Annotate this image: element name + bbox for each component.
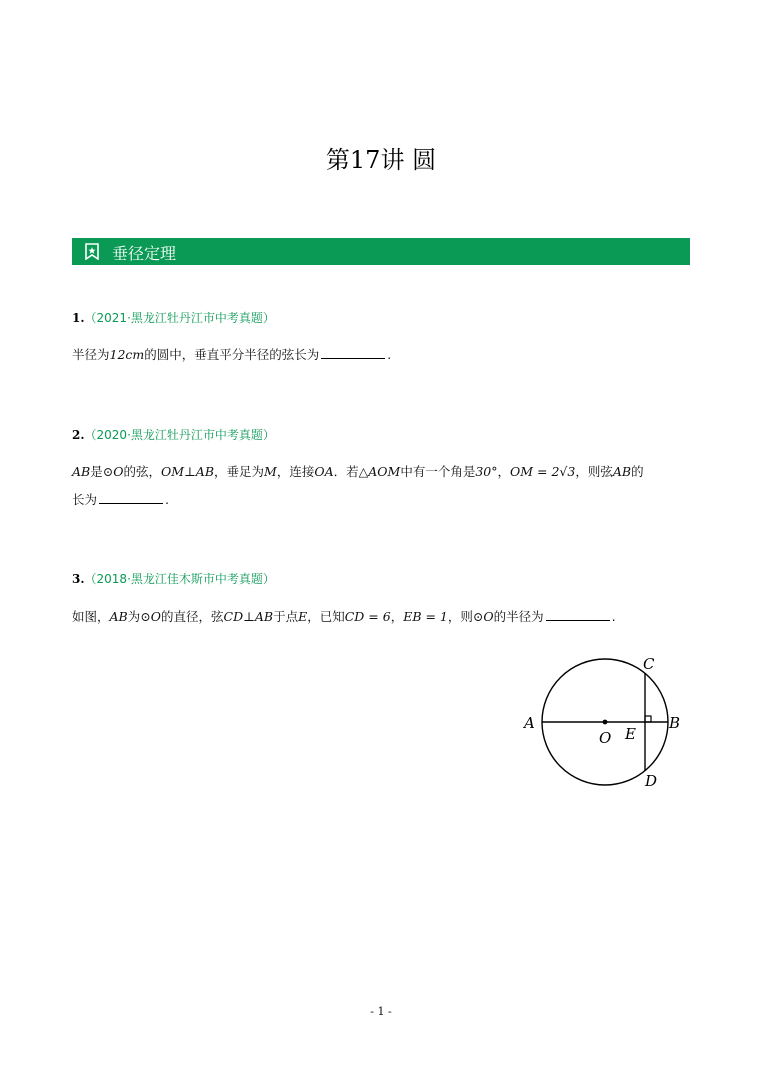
math-part: AB [109, 609, 128, 624]
text-part: 如图， [72, 609, 110, 624]
question-number: 3. [72, 572, 85, 586]
text-part: 的半径为 [493, 609, 544, 624]
math-part: CD = 6 [344, 609, 391, 624]
question-source: （2018·黑龙江佳木斯市中考真题） [84, 572, 275, 586]
text-part: 于点 [273, 609, 299, 624]
text-part: 为 [127, 609, 141, 624]
text-part: ， [390, 609, 404, 624]
section-title: 垂径定理 [112, 244, 177, 263]
math-part: M [264, 464, 277, 479]
page-title: 第17讲 圆 [325, 146, 437, 174]
question-2-header [72, 426, 275, 443]
math-part: 12cm [109, 347, 145, 362]
question-source: （2021·黑龙江牡丹江市中考真题） [84, 311, 275, 325]
label-d: D [645, 772, 658, 790]
math-part: 30° [475, 464, 498, 479]
page-number: - 1 - [370, 1005, 392, 1018]
text-part: ，垂足为 [214, 464, 265, 479]
question-number: 2. [72, 428, 85, 442]
answer-blank[interactable] [321, 346, 385, 359]
label-e: E [625, 725, 636, 743]
question-2-text [72, 458, 692, 514]
text-part: 的弦， [123, 464, 161, 479]
math-part: EB = 1 [403, 609, 448, 624]
text-part: 的 [631, 464, 644, 479]
label-c: C [643, 655, 655, 673]
text-part: ，则 [447, 609, 473, 624]
text-part: ，已知 [307, 609, 345, 624]
question-1-text [72, 341, 692, 369]
text-part: ．若 [333, 464, 359, 479]
question-1-header [72, 309, 275, 326]
text-part: 的圆中，垂直平分半径的弦长为 [144, 347, 320, 362]
math-part: OM⊥AB [160, 464, 214, 479]
label-a: A [524, 714, 535, 732]
text-part: 的直径，弦 [160, 609, 224, 624]
math-part: OA [314, 464, 334, 479]
circle-figure [515, 650, 695, 795]
text-part: 长为 [72, 492, 98, 507]
math-part: ⊙O [102, 464, 124, 479]
text-part: ，则弦 [575, 464, 613, 479]
math-part: ⊙O [140, 609, 161, 624]
center-point [603, 720, 608, 725]
label-o: O [599, 729, 612, 747]
question-3-text [72, 603, 692, 631]
math-part: AB [612, 464, 632, 479]
math-part: CD⊥AB [223, 609, 274, 624]
question-number: 1. [72, 311, 85, 325]
math-part: OM = 2√3 [510, 464, 576, 479]
text-part: . [611, 609, 616, 624]
text-part: . [387, 347, 392, 362]
bookmark-star-icon [84, 243, 100, 260]
right-angle-mark [645, 716, 651, 722]
math-part: AB [72, 464, 91, 479]
text-part: ， [497, 464, 511, 479]
answer-blank[interactable] [546, 608, 610, 621]
text-part: 是 [90, 464, 103, 479]
math-part: ⊙O [472, 609, 494, 624]
text-part: 中有一个角是 [400, 464, 476, 479]
math-part: E [298, 609, 308, 624]
question-source: （2020·黑龙江牡丹江市中考真题） [84, 428, 275, 442]
text-part: 半径为 [72, 347, 110, 362]
text-part: ，连接 [276, 464, 315, 479]
text-part: . [165, 492, 169, 507]
answer-blank[interactable] [99, 491, 163, 504]
question-3-header [72, 570, 275, 587]
label-b: B [669, 714, 681, 732]
math-part: △AOM [358, 464, 401, 479]
section-header [72, 238, 690, 265]
